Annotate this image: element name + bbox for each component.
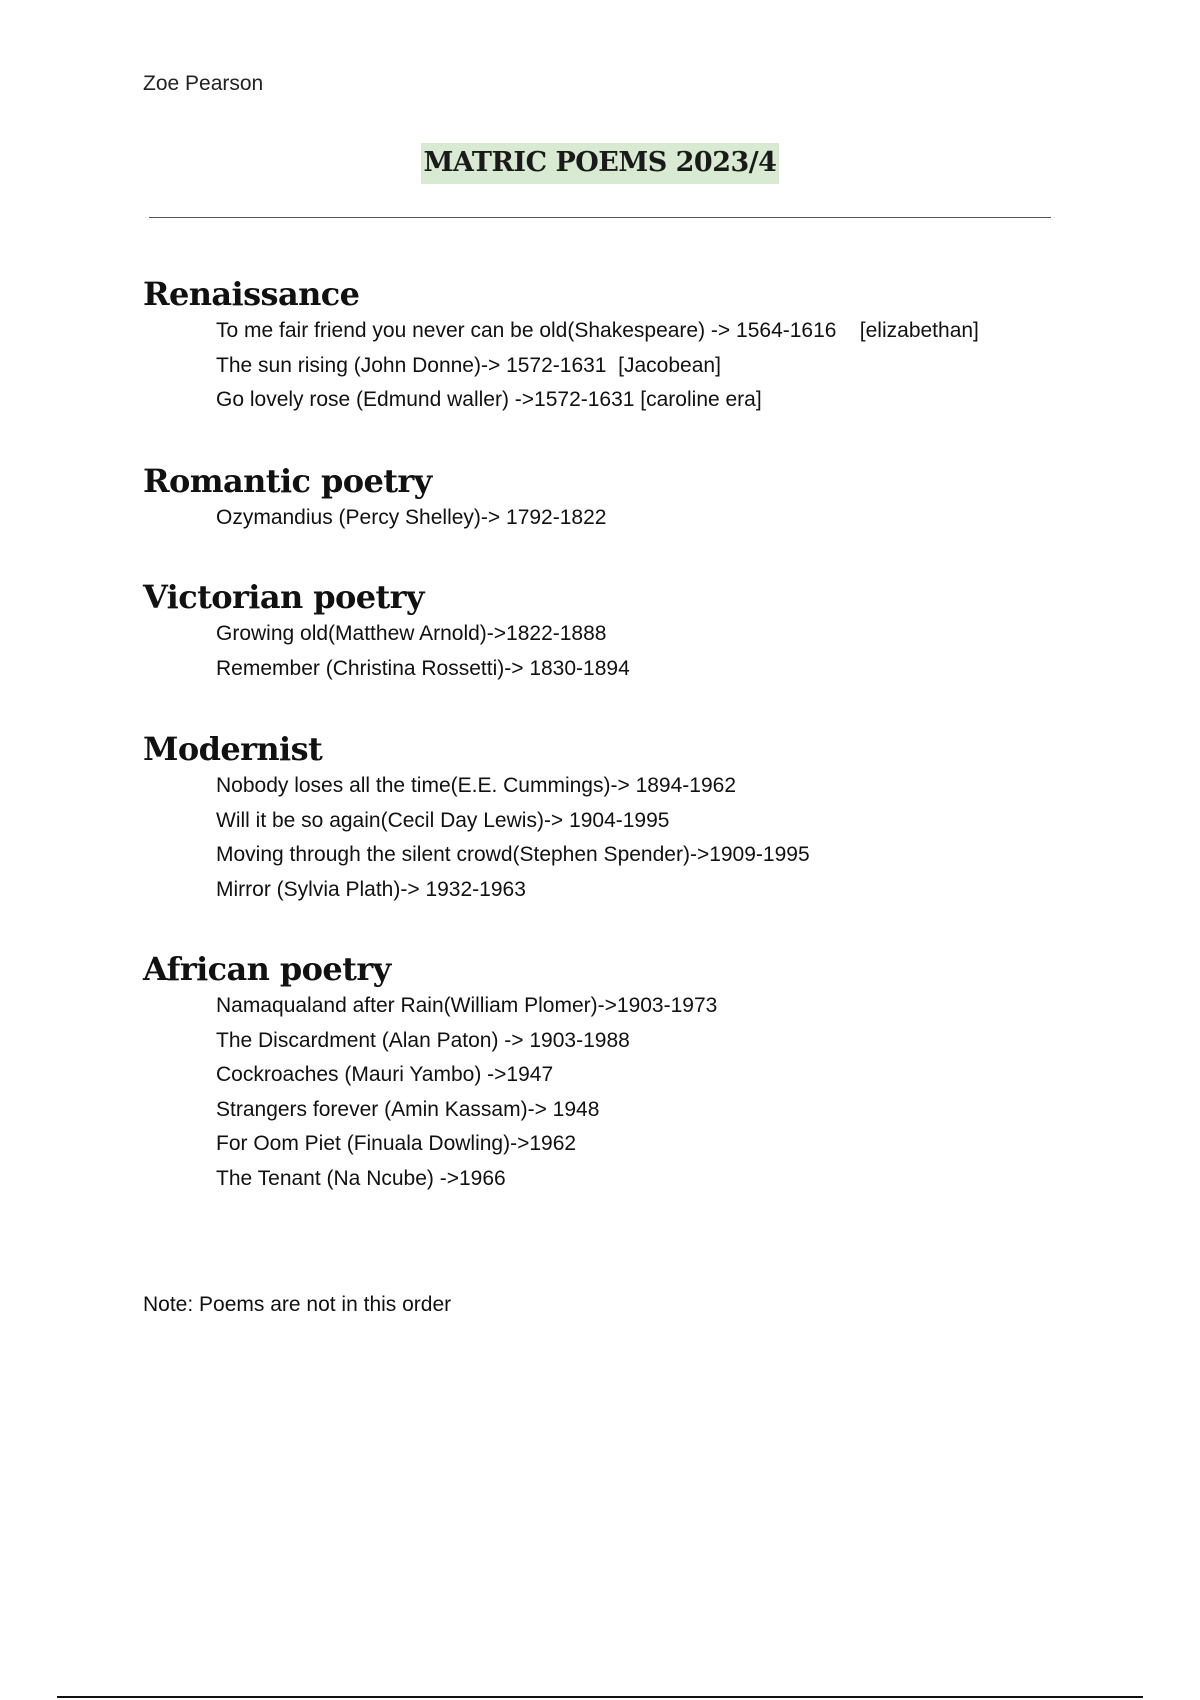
page-title: MATRIC POEMS 2023/4 [421,143,780,184]
poem-item: Moving through the silent crowd(Stephen Spender)->1909-1995 [216,843,810,866]
section-romantic-poetry [143,461,606,536]
section-renaissance [143,274,979,418]
poem-item: Namaqualand after Rain(William Plomer)->1903-1973 [216,994,718,1017]
poem-item: Nobody loses all the time(E.E. Cummings)-> 1894-1962 [216,774,736,797]
poem-item: The Discardment (Alan Paton) -> 1903-1988 [216,1028,630,1052]
order-note: Note: Poems are not in this order [143,1293,452,1316]
poem-list [143,314,979,418]
section-african-poetry [143,949,717,1196]
section-heading: Modernist [143,730,323,768]
poem-list [143,769,810,907]
title-divider [149,217,1051,218]
poem-item: To me fair friend you never can be old(Shakespeare) -> 1564-1616 [elizabethan] [216,319,979,342]
poem-list [143,501,606,536]
section-heading: Renaissance [143,275,360,313]
section-modernist [143,729,810,907]
author-name: Zoe Pearson [143,72,264,95]
poem-item: Ozymandius (Percy Shelley)-> 1792-1822 [216,506,607,529]
poem-item: Will it be so again(Cecil Day Lewis)-> 1904-1995 [216,808,670,832]
poem-item: Growing old(Matthew Arnold)->1822-1888 [216,622,607,645]
poem-item: The Tenant (Na Ncube) ->1966 [216,1166,506,1190]
poem-item: Strangers forever (Amin Kassam)-> 1948 [216,1097,600,1121]
section-heading: African poetry [143,950,391,988]
poem-item: Go lovely rose (Edmund waller) ->1572-1631 [caroline era] [216,388,762,411]
footer-divider [57,1696,1143,1698]
section-heading: Victorian poetry [143,578,424,616]
poem-item: Mirror (Sylvia Plath)-> 1932-1963 [216,877,526,901]
poem-item: The sun rising (John Donne)-> 1572-1631 [Jacobean] [216,353,721,377]
title-container [0,143,1200,184]
poem-list [143,989,717,1196]
poem-item: Cockroaches (Mauri Yambo) ->1947 [216,1063,554,1086]
section-heading: Romantic poetry [143,462,432,500]
poem-item: For Oom Piet (Finuala Dowling)->1962 [216,1132,577,1155]
poem-list [143,617,630,686]
section-victorian-poetry [143,577,630,686]
poem-item: Remember (Christina Rossetti)-> 1830-1894 [216,656,630,680]
